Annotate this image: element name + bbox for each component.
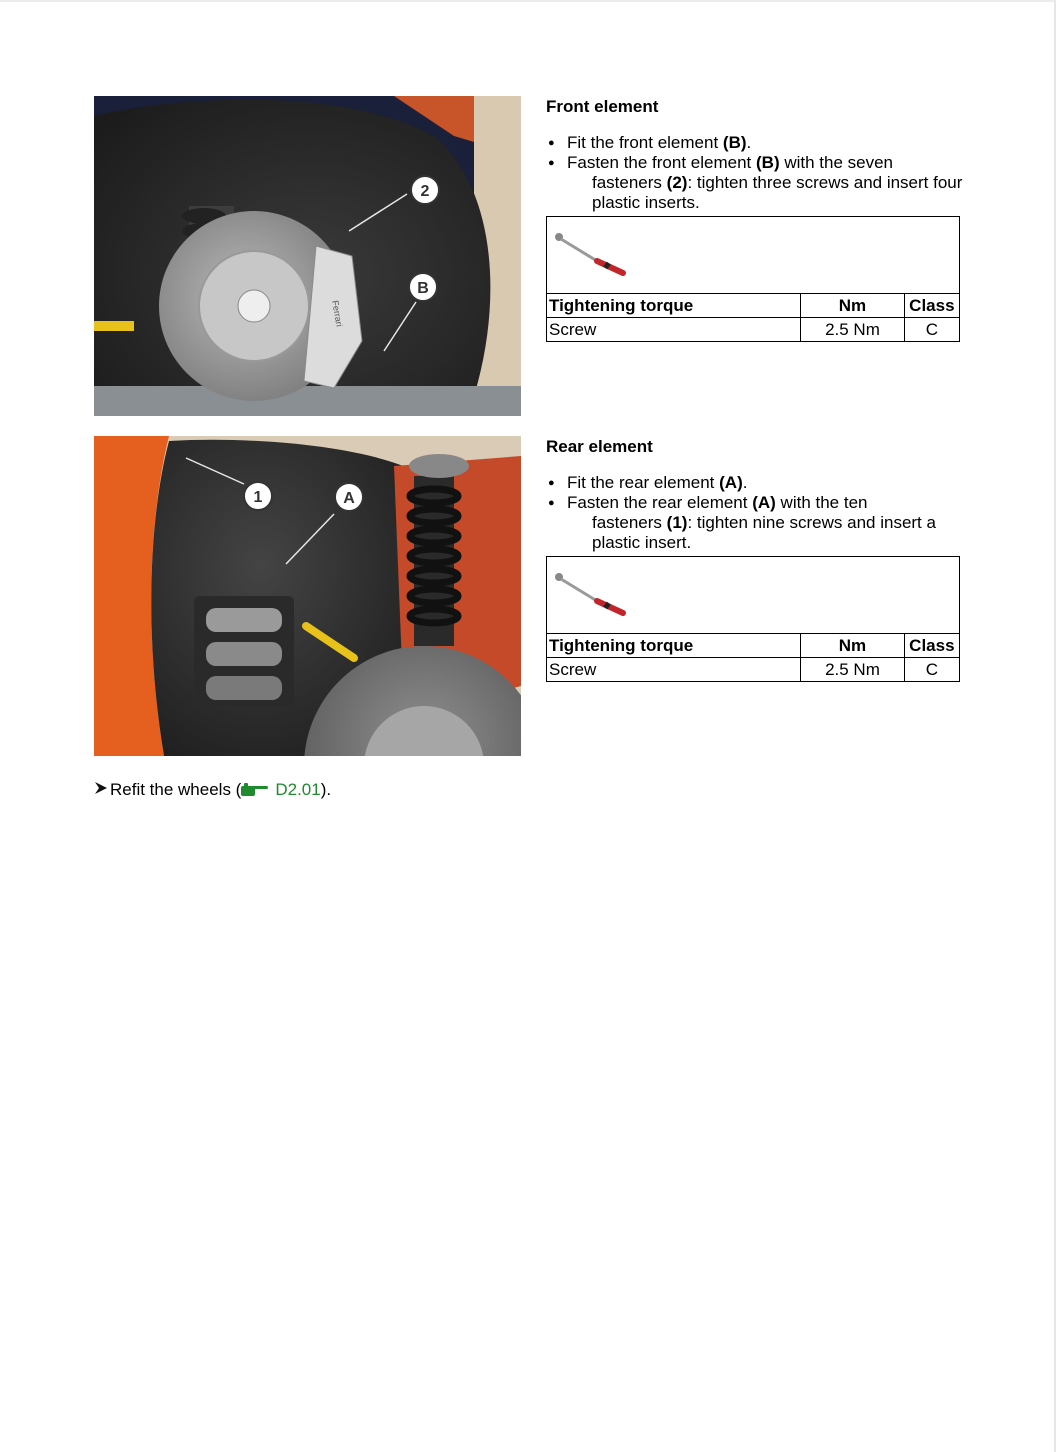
svg-text:Ferrari: Ferrari: [330, 299, 345, 328]
svg-text:2: 2: [420, 183, 430, 200]
instruction-item: ● Fit the front element (B).: [546, 133, 966, 153]
page-edge-top: [0, 0, 1056, 2]
tool-cell: [547, 217, 959, 294]
callout-a: [335, 483, 363, 511]
table-header-row: Tightening torque Nm Class: [547, 294, 959, 318]
torque-wrench-icon: [553, 231, 631, 279]
callout-1: [244, 482, 272, 510]
front-element-photo: [94, 96, 521, 416]
instruction-list: [546, 133, 966, 213]
svg-text:A: A: [343, 490, 355, 507]
refit-wheels-step: Refit the wheels ( D2.01).: [94, 778, 331, 804]
tool-cell: [547, 557, 959, 634]
instruction-list: [546, 473, 966, 553]
table-header-row: Tightening torque Nm Class: [547, 634, 959, 658]
torque-spec-box: [546, 556, 960, 682]
instruction-item: ● Fasten the rear element (A) with the ten fasteners (1): tighten nine screws and insert a plastic insert.: [546, 493, 966, 553]
torque-wrench-icon: [553, 571, 631, 619]
callout-b: [409, 273, 437, 301]
instruction-item: ● Fasten the front element (B) with the seven fasteners (2): tighten three screws and insert four plastic inserts.: [546, 153, 966, 213]
rear-element-photo: [94, 436, 521, 756]
instruction-item: ● Fit the rear element (A).: [546, 473, 966, 493]
svg-text:B: B: [417, 280, 429, 297]
section-title: Front element: [546, 97, 659, 116]
arrowhead-icon: [94, 778, 110, 802]
rear-element-section: [546, 436, 966, 682]
callout-2: [411, 176, 439, 204]
torque-table: [547, 294, 959, 341]
torque-spec-box: [546, 216, 960, 342]
front-element-section: [546, 96, 966, 342]
torque-table: [547, 634, 959, 681]
section-title: Rear element: [546, 437, 653, 456]
table-row: Screw 2.5 Nm C: [547, 318, 959, 342]
table-row: Screw 2.5 Nm C: [547, 658, 959, 682]
reference-link-d2-01[interactable]: D2.01: [241, 780, 320, 799]
pointing-hand-icon: [241, 780, 269, 804]
svg-text:1: 1: [253, 489, 263, 506]
